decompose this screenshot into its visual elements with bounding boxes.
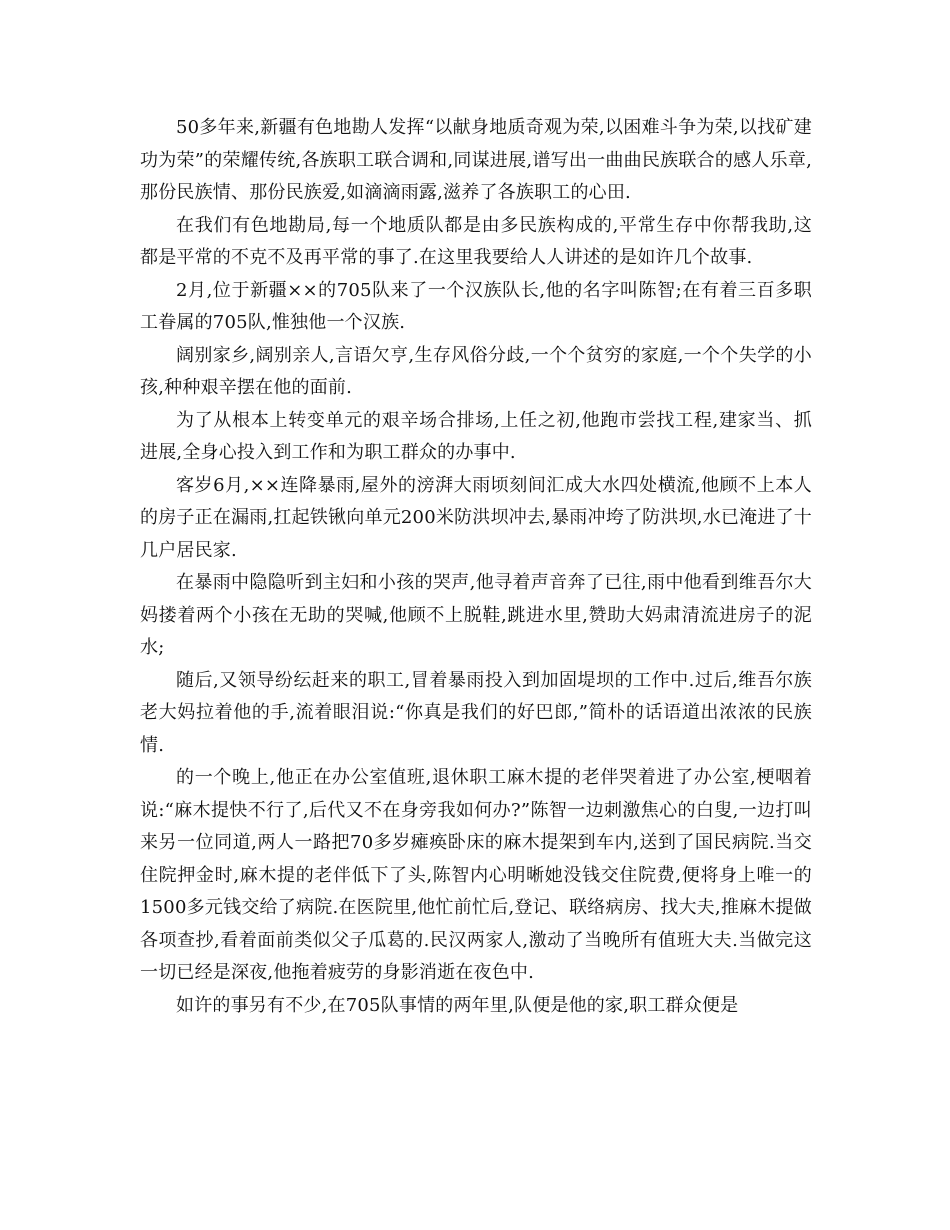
paragraph-7: 在暴雨中隐隐听到主妇和小孩的哭声,他寻着声音奔了已往,雨中他看到维吾尔大妈搂着两个小孩在无助的哭喊,他顾不上脱鞋,跳进水里,赞助大妈肃清流进房子的泥水; bbox=[140, 572, 812, 658]
paragraph-8: 随后,又领导纷纭赶来的职工,冒着暴雨投入到加固堤坝的工作中.过后,维吾尔族老大妈拉着他的手,流着眼泪说:“你真是我们的好巴郎,”简朴的话语道出浓浓的民族情. bbox=[140, 669, 812, 756]
paragraph-1: 50多年来,新疆有色地勘人发挥“以献身地质奇观为荣,以困难斗争为荣,以找矿建功为荣”的荣耀传统,各族职工联合调和,同谋进展,谱写出一曲曲民族联合的感人乐章,那份民族情、那份民族爱,如滴滴雨露,滋养了各族职工的心田. bbox=[140, 117, 812, 203]
paragraph-4: 阔别家乡,阔别亲人,言语欠亨,生存风俗分歧,一个个贫穷的家庭,一个个失学的小孩,种种艰辛摆在他的面前. bbox=[140, 344, 812, 398]
paragraph-9: 的一个晚上,他正在办公室值班,退休职工麻木提的老伴哭着进了办公室,梗咽着说:“麻木提快不行了,后代又不在身旁我如何办?”陈智一边刺激焦心的白叟,一边打叫来另一位同道,两人一路把70多岁瘫痪卧床的麻木提架到车内,送到了国民病院.当交住院押金时,麻木提的老伴低下了头,陈智内心明晰她没钱交住院费,便将身上唯一的1500多元钱交给了病院.在医院里,他忙前忙后,登记、联络病房、找大夫,推麻木提做各项查抄,看着面前类似父子瓜葛的.民汉两家人,激动了当晚所有值班大夫.当做完这一切已经是深夜,他拖着疲劳的身影消逝在夜色中. bbox=[140, 767, 812, 983]
paragraph-3: 2月,位于新疆××的705队来了一个汉族队长,他的名字叫陈智;在有着三百多职工眷属的705队,惟独他一个汉族. bbox=[140, 279, 812, 333]
article-body bbox=[140, 112, 812, 1022]
paragraph-2: 在我们有色地勘局,每一个地质队都是由多民族构成的,平常生存中你帮我助,这都是平常的不克不及再平常的事了.在这里我要给人人讲述的是如许几个故事. bbox=[140, 214, 812, 268]
paragraph-6: 客岁6月,××连降暴雨,屋外的滂湃大雨顷刻间汇成大水四处横流,他顾不上本人的房子正在漏雨,扛起铁锹向单元200米防洪坝冲去,暴雨冲垮了防洪坝,水已淹进了十几户居民家. bbox=[140, 474, 812, 561]
paragraph-5: 为了从根本上转变单元的艰辛场合排场,上任之初,他跑市尝找工程,建家当、抓进展,全身心投入到工作和为职工群众的办事中. bbox=[140, 409, 812, 463]
paragraph-10: 如许的事另有不少,在705队事情的两年里,队便是他的家,职工群众便是 bbox=[176, 994, 739, 1016]
